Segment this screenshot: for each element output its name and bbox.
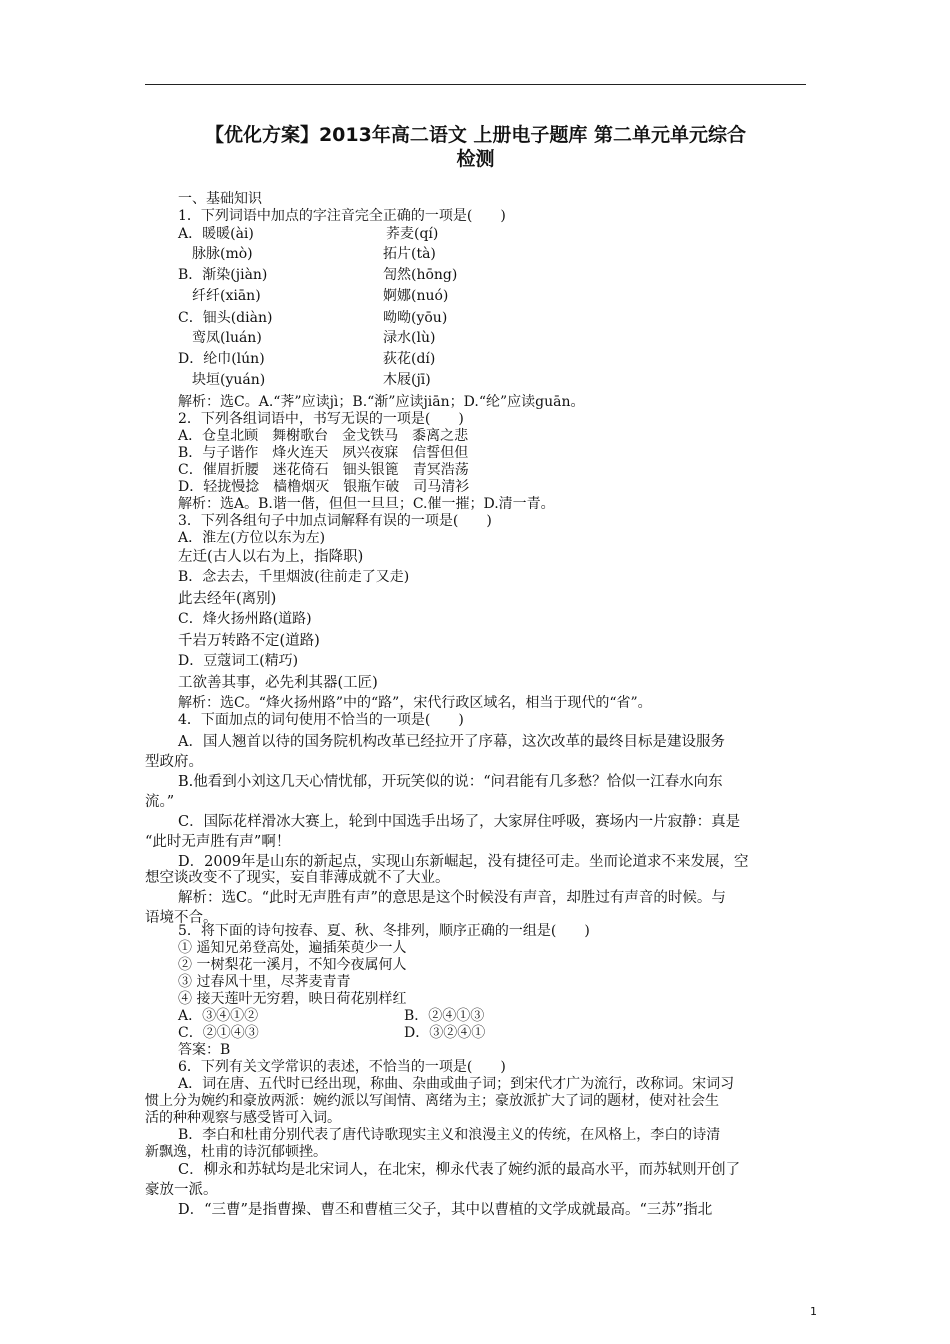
text-line: ① 遥知兄弟登高处，遍插茱萸少一人: [178, 940, 407, 956]
text-line: D．2009年是山东的新起点，实现山东新崛起，没有捷径可走。坐而论道求不来发展，空: [178, 854, 749, 870]
text-line: C．烽火扬州路(道路): [178, 611, 312, 627]
text-line: C．钿头(diàn): [178, 310, 273, 326]
text-line: A．③④①②: [178, 1008, 259, 1024]
text-line: D．豆蔻词工(精巧): [178, 653, 299, 669]
text-line: 解析：选C。“烽火扬州路”中的“路”，宋代行政区域名，相当于现代的“省”。: [178, 695, 652, 711]
option-column-item: 婀娜(nuó): [383, 288, 449, 304]
text-line: 惯上分为婉约和豪放两派：婉约派以写闺情、离绪为主；豪放派扩大了词的题材，使对社会生: [145, 1093, 719, 1109]
text-line: 答案：B: [178, 1042, 231, 1058]
option-column-item: 拓片(tà): [383, 246, 436, 262]
text-line: 想空谈改变不了现实，妄自菲薄成就不了大业。: [145, 870, 450, 886]
text-line: A．仓皇北顾 舞榭歌台 金戈铁马 黍离之悲: [178, 428, 469, 444]
option-column-item: B．②④①③: [404, 1008, 485, 1024]
text-line: B．李白和杜甫分别代表了唐代诗歌现实主义和浪漫主义的传统，在风格上，李白的诗清: [178, 1127, 721, 1143]
text-line: B．念去去，千里烟波(往前走了又走): [178, 569, 410, 585]
text-line: ③ 过春风十里，尽荠麦青青: [178, 974, 351, 990]
text-line: 5．将下面的诗句按春、夏、秋、冬排列，顺序正确的一组是( ): [178, 923, 590, 939]
text-line: B．渐染(jiàn): [178, 267, 268, 283]
text-line: 解析：选A。B.谐一偕，但但一旦旦；C.催一摧；D.清一青。: [178, 496, 555, 512]
text-line: A．淮左(方位以东为左): [178, 530, 326, 546]
text-line: 2．下列各组词语中，书写无误的一项是( ): [178, 411, 464, 427]
text-line: B．与子谐作 烽火连天 夙兴夜寐 信誓但但: [178, 445, 469, 461]
option-column-item: 渌水(lù): [383, 330, 436, 346]
text-line: 一、基础知识: [178, 191, 262, 207]
text-line: B.他看到小刘这几天心情忧郁，开玩笑似的说：“问君能有几多愁？恰似一江春水向东: [178, 774, 723, 790]
text-line: C．柳永和苏轼均是北宋词人，在北宋，柳永代表了婉约派的最高水平，而苏轼则开创了: [178, 1162, 741, 1178]
text-line: A．暖暖(ài): [178, 226, 254, 242]
document-title: 【优化方案】2013年高二语文 上册电子题库 第二单元单元综合: [204, 124, 747, 146]
text-line: A．国人翘首以待的国务院机构改革已经拉开了序幕，这次改革的最终目标是建设服务: [178, 734, 725, 750]
text-line: ② 一树梨花一溪月，不知今夜属何人: [178, 957, 407, 973]
text-line: 豪放一派。: [145, 1182, 218, 1198]
text-line: 4．下面加点的词句使用不恰当的一项是( ): [178, 712, 464, 728]
text-line: C．②①④③: [178, 1025, 259, 1041]
text-line: 左迁(古人以右为上，指降职): [178, 549, 364, 565]
text-line: 解析：选C。“此时无声胜有声”的意思是这个时候没有声音，却胜过有声音的时候。与: [178, 890, 726, 906]
text-line: D．纶巾(lún): [178, 351, 265, 367]
page-number: 1: [810, 1305, 817, 1318]
option-column-item: 木屐(jī): [383, 372, 431, 388]
text-line: C．国际花样滑冰大赛上，轮到中国选手出场了，大家屏住呼吸，赛场内一片寂静：真是: [178, 814, 741, 830]
text-line: 鸾凤(luán): [178, 330, 262, 346]
text-line: 型政府。: [145, 754, 203, 770]
text-line: 千岩万转路不定(道路): [178, 633, 320, 649]
text-line: A．词在唐、五代时已经出现，称曲、杂曲或曲子词；到宋代才广为流行，改称词。宋词习: [178, 1076, 735, 1092]
text-line: 6．下列有关文学常识的表述，不恰当的一项是( ): [178, 1059, 506, 1075]
text-line: 工欲善其事，必先利其器(工匠): [178, 675, 378, 691]
text-line: “此时无声胜有声”啊！: [145, 834, 291, 850]
document-title-continued: 检测: [456, 148, 495, 170]
text-line: 纤纤(xiān): [178, 288, 261, 304]
text-line: 1．下列词语中加点的字注音完全正确的一项是( ): [178, 208, 506, 224]
text-line: C．催眉折腰 迷花倚石 钿头银篦 青冥浩荡: [178, 462, 469, 478]
option-column-item: D．③②④①: [404, 1025, 486, 1041]
text-line: 流。”: [145, 794, 175, 810]
text-line: 此去经年(离别): [178, 591, 277, 607]
text-line: 脉脉(mò): [178, 246, 253, 262]
text-line: 解析：选C。A.“荠”应读jì；B.“渐”应读jiān；D.“纶”应读guān。: [178, 394, 585, 410]
option-column-item: 訇然(hōng): [383, 267, 458, 283]
option-column-item: 荞麦(qí): [386, 226, 439, 242]
option-column-item: 呦呦(yōu): [383, 310, 448, 326]
text-line: 语境不合。: [145, 910, 218, 926]
text-line: D．轻拢慢捻 樯橹烟灭 银瓶乍破 司马清衫: [178, 479, 470, 495]
text-line: D．“三曹”是指曹操、曹丕和曹植三父子，其中以曹植的文学成就最高。“三苏”指北: [178, 1202, 713, 1218]
text-line: 块垣(yuán): [178, 372, 266, 388]
text-line: 活的种种观察与感受皆可入词。: [145, 1110, 341, 1126]
text-line: 3．下列各组句子中加点词解释有误的一项是( ): [178, 513, 492, 529]
text-line: ④ 接天莲叶无穷碧，映日荷花别样红: [178, 991, 407, 1007]
option-column-item: 荻花(dí): [383, 351, 436, 367]
text-line: 新飘逸，杜甫的诗沉郁顿挫。: [145, 1144, 327, 1160]
